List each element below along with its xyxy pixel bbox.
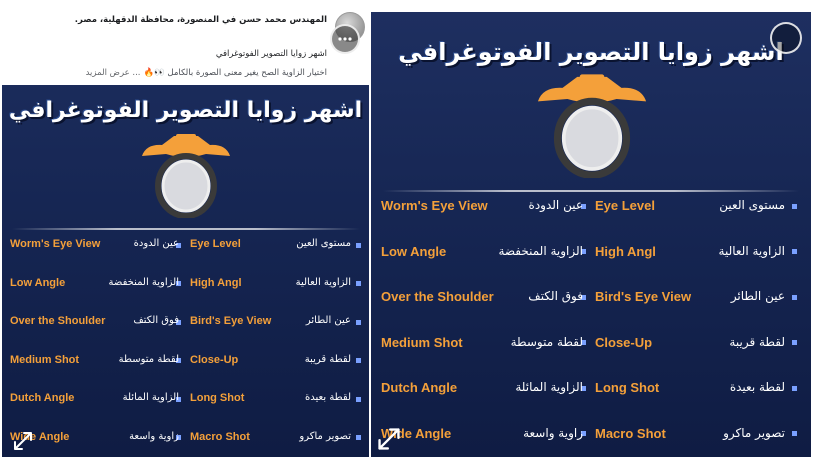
angle-name-ar: عين الطائر xyxy=(305,315,351,326)
angle-name-ar: لقطة متوسطة xyxy=(510,334,583,349)
angle-name-en: Worm's Eye View xyxy=(10,238,101,250)
camera-strap-logo xyxy=(138,134,234,218)
angle-row xyxy=(371,198,811,244)
angle-name-en: Macro Shot xyxy=(190,430,250,443)
angle-name-ar: زاوية واسعة xyxy=(523,425,583,440)
angle-row xyxy=(2,277,369,316)
angle-name-en: Bird's Eye View xyxy=(595,289,692,304)
angle-name-en: Long Shot xyxy=(190,392,245,404)
bullet-icon xyxy=(356,320,361,325)
angle-name-ar: فوق الكتف xyxy=(528,289,583,303)
angle-name-ar: تصوير ماكرو xyxy=(299,430,351,442)
close-button[interactable] xyxy=(770,22,802,54)
angle-name-ar: لقطة بعيدة xyxy=(729,380,785,394)
bullet-icon xyxy=(792,295,797,300)
angle-name-ar: لقطة قريبة xyxy=(729,334,785,349)
post-text: اختيار الزاوية الصح يغير معنى الصورة بالكامل 👀🔥 xyxy=(143,68,327,78)
divider-large xyxy=(383,190,799,192)
bullet-icon xyxy=(792,204,797,209)
angle-name-en: Eye Level xyxy=(595,198,655,213)
angle-row xyxy=(2,238,369,277)
bullet-icon xyxy=(356,243,361,248)
post-title: اشهر زوايا التصوير الفوتوغرافي xyxy=(215,49,327,59)
angle-row xyxy=(371,289,811,335)
angle-row xyxy=(371,244,811,290)
bullet-icon xyxy=(792,340,797,345)
bullet-icon xyxy=(792,431,797,436)
angle-name-en: High Angl xyxy=(595,243,656,259)
bullet-icon xyxy=(356,435,361,440)
angle-name-ar: الزاوية المنخفضة xyxy=(498,243,583,258)
angle-name-en: Medium Shot xyxy=(381,334,463,350)
angle-name-en: Close-Up xyxy=(190,353,239,366)
angle-name-ar: الزاوية العالية xyxy=(718,243,785,258)
angle-name-en: Eye Level xyxy=(190,238,241,250)
bullet-icon xyxy=(356,397,361,402)
angle-name-en: Worm's Eye View xyxy=(381,198,488,213)
see-more-link[interactable]: ... عرض المزيد xyxy=(85,68,141,78)
camera-strap-logo-large xyxy=(533,74,651,178)
more-icon xyxy=(332,26,358,52)
expand-icon-large[interactable] xyxy=(376,426,402,452)
expand-icon[interactable] xyxy=(12,430,34,452)
poster-large[interactable] xyxy=(371,12,811,457)
angle-row xyxy=(2,392,369,431)
angle-name-en: Dutch Angle xyxy=(10,392,75,404)
angle-row xyxy=(371,335,811,381)
angle-row xyxy=(371,380,811,426)
angle-name-ar: عين الدودة xyxy=(133,238,179,249)
angle-name-ar: عين الطائر xyxy=(730,289,785,303)
angle-name-ar: لقطة بعيدة xyxy=(305,392,351,403)
angle-name-ar: الزاوية العالية xyxy=(295,276,351,288)
post-author[interactable]: المهندس محمد حسن في المنصورة، محافظة الدقهلية، مصر. xyxy=(74,15,327,25)
angle-row xyxy=(2,315,369,354)
poster-title-large: اشهر زوايا التصوير الفوتوغرافي xyxy=(398,38,784,66)
angle-name-ar: الزاوية المائلة xyxy=(515,380,583,394)
angle-name-ar: فوق الكتف xyxy=(133,315,179,326)
angle-row xyxy=(371,426,811,458)
angle-row xyxy=(2,431,369,458)
angle-name-en: Over the Shoulder xyxy=(10,315,106,327)
angle-name-en: Low Angle xyxy=(381,243,447,259)
angle-name-en: Wide Angle xyxy=(381,425,452,441)
bullet-icon xyxy=(792,249,797,254)
poster-title: اشهر زوايا التصوير الفوتوغرافي xyxy=(8,98,363,123)
angle-name-en: High Angl xyxy=(190,276,242,289)
bullet-icon xyxy=(792,386,797,391)
angle-name-ar: لقطة متوسطة xyxy=(118,353,179,365)
angle-name-en: Medium Shot xyxy=(10,353,80,366)
angle-name-ar: زاوية واسعة xyxy=(129,430,179,442)
angle-name-ar: عين الدودة xyxy=(528,198,583,212)
divider xyxy=(12,228,360,230)
post-header xyxy=(2,2,369,85)
angle-name-en: Low Angle xyxy=(10,276,66,289)
bullet-icon xyxy=(356,358,361,363)
angle-row xyxy=(2,354,369,393)
angle-name-en: Macro Shot xyxy=(595,425,666,441)
post-card-left[interactable] xyxy=(2,2,369,457)
more-options-button[interactable] xyxy=(330,24,360,54)
angle-name-en: Long Shot xyxy=(595,380,660,395)
angle-name-ar: الزاوية المنخفضة xyxy=(108,276,179,288)
angle-name-ar: لقطة قريبة xyxy=(304,353,351,365)
angle-name-ar: تصوير ماكرو xyxy=(723,425,785,440)
angle-name-en: Over the Shoulder xyxy=(381,289,494,304)
angle-name-en: Bird's Eye View xyxy=(190,315,272,327)
angle-name-en: Close-Up xyxy=(595,334,653,350)
angle-name-ar: الزاوية المائلة xyxy=(122,392,179,403)
bullet-icon xyxy=(356,281,361,286)
angle-name-en: Wide Angle xyxy=(10,430,70,443)
angle-name-ar: مستوى العين xyxy=(296,238,351,249)
angle-name-en: Dutch Angle xyxy=(381,380,458,395)
angle-name-ar: مستوى العين xyxy=(719,198,785,212)
post-body xyxy=(86,68,327,79)
